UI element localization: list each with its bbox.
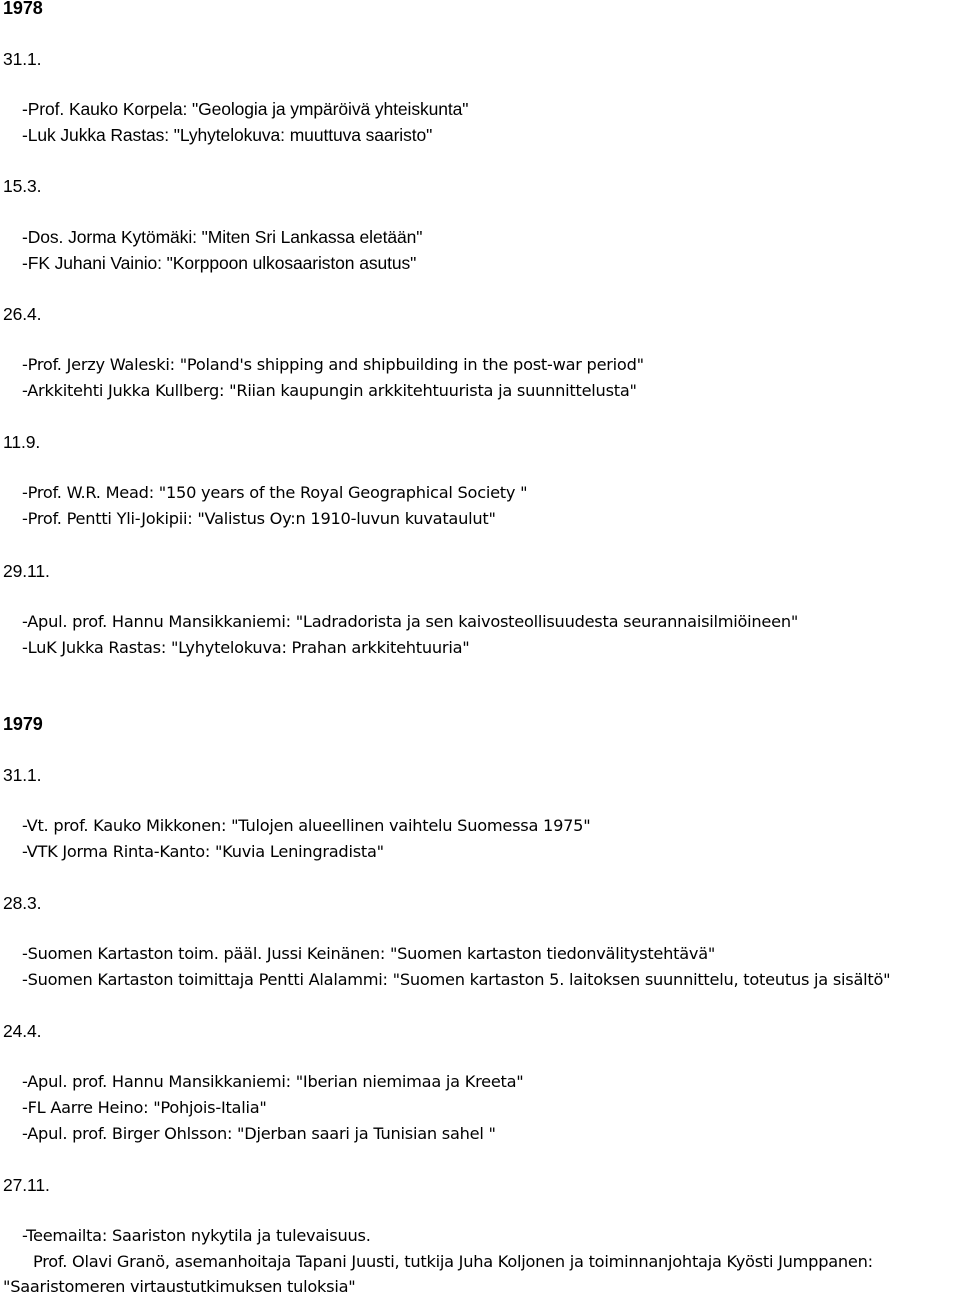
lecture-line: -Teemailta: Saariston nykytila ja tulevaisuus. [22, 1226, 371, 1245]
lecture-line: Prof. Olavi Granö, asemanhoitaja Tapani Juusti, tutkija Juha Koljonen ja toiminnanjohtaja Kyösti Jumppanen: [33, 1252, 873, 1271]
date-1979-11-27: 27.11. [3, 1175, 50, 1195]
lecture-line: -Apul. prof. Birger Ohlsson: "Djerban saari ja Tunisian sahel " [22, 1124, 496, 1143]
lecture-line: -Suomen Kartaston toim. pääl. Jussi Keinänen: "Suomen kartaston tiedonvälitystehtävä" [22, 944, 716, 963]
lecture-line: -Suomen Kartaston toimittaja Pentti Alalammi: "Suomen kartaston 5. laitoksen suunnittelu, toteutus ja sisältö" [22, 970, 891, 989]
date-1978-09-11: 11.9. [3, 432, 41, 452]
lecture-line: -Prof. W.R. Mead: "150 years of the Royal Geographical Society " [22, 483, 528, 502]
lecture-line: -Arkkitehti Jukka Kullberg: "Riian kaupungin arkkitehtuurista ja suunnittelusta" [22, 381, 637, 400]
lecture-line: -FL Aarre Heino: "Pohjois-Italia" [22, 1098, 267, 1117]
lecture-line: -Prof. Kauko Korpela: "Geologia ja ympäröivä yhteiskunta" [22, 99, 469, 119]
year-heading-1978: 1978 [3, 0, 43, 18]
lecture-line: -LuK Jukka Rastas: "Lyhytelokuva: Prahan arkkitehtuuria" [22, 638, 470, 657]
lecture-line: -Dos. Jorma Kytömäki: "Miten Sri Lankassa eletään" [22, 227, 423, 247]
lecture-line: "Saaristomeren virtaustutkimuksen tuloksia" [3, 1277, 356, 1296]
date-1978-03-15: 15.3. [3, 176, 42, 196]
lecture-line: -VTK Jorma Rinta-Kanto: "Kuvia Leningradista" [22, 842, 384, 861]
lecture-line: -FK Juhani Vainio: "Korppoon ulkosaariston asutus" [22, 253, 417, 273]
date-1979-01-31: 31.1. [3, 765, 42, 785]
date-1979-03-28: 28.3. [3, 893, 42, 913]
lecture-line: -Prof. Pentti Yli-Jokipii: "Valistus Oy:n 1910-luvun kuvataulut" [22, 509, 496, 528]
date-1978-11-29: 29.11. [3, 561, 50, 581]
date-1979-04-24: 24.4. [3, 1021, 42, 1041]
date-1978-01-31: 31.1. [3, 49, 42, 69]
lecture-line: -Prof. Jerzy Waleski: "Poland's shipping and shipbuilding in the post-war period" [22, 355, 644, 374]
date-1978-04-26: 26.4. [3, 304, 42, 324]
year-heading-1979: 1979 [3, 714, 43, 734]
lecture-line: -Apul. prof. Hannu Mansikkaniemi: "Iberian niemimaa ja Kreeta" [22, 1072, 524, 1091]
lecture-line: -Luk Jukka Rastas: "Lyhytelokuva: muuttuva saaristo" [22, 125, 433, 145]
lecture-line: -Vt. prof. Kauko Mikkonen: "Tulojen alueellinen vaihtelu Suomessa 1975" [22, 816, 591, 835]
lecture-line: -Apul. prof. Hannu Mansikkaniemi: "Ladradorista ja sen kaivosteollisuudesta seurannaisilmiöineen" [22, 612, 799, 631]
